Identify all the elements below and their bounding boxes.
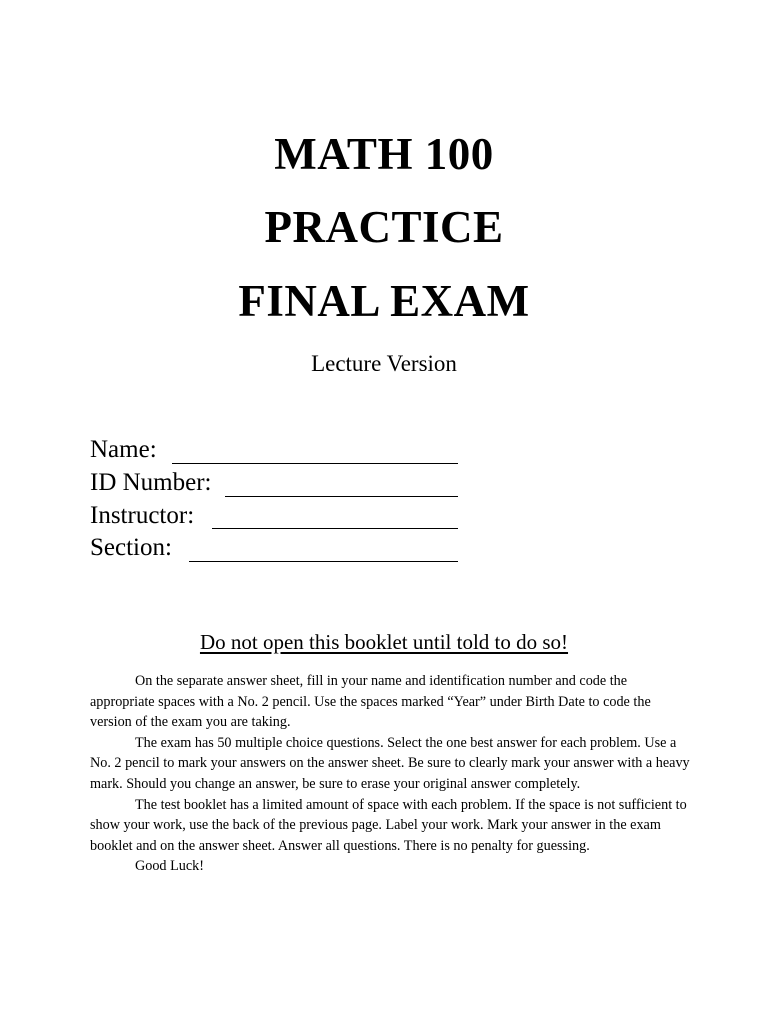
instructions-paragraph-booklet: The test booklet has a limited amount of space with each problem. If the space is not sufficient to show your work, use the back of the previous page. Label your work. Mark your answer in the exam booklet and on the answer sheet. Answer all questions. There is no penalty for guessing. <box>90 796 687 854</box>
name-blank-line <box>172 463 458 464</box>
exam-type-title: PRACTICE <box>264 202 504 252</box>
instructor-field-label: Instructor: <box>90 502 195 529</box>
do-not-open-warning: Do not open this booklet until told to do so! <box>199 630 569 654</box>
section-field-label: Section: <box>90 534 172 561</box>
section-blank-line <box>189 561 458 562</box>
good-luck-text: Good Luck! <box>135 858 204 875</box>
name-field-label: Name: <box>90 436 157 463</box>
id-number-blank-line <box>225 496 458 497</box>
exam-instructions <box>90 671 690 877</box>
version-subtitle: Lecture Version <box>311 351 457 376</box>
exam-name-title: FINAL EXAM <box>238 276 530 326</box>
id-number-field-label: ID Number: <box>90 469 212 496</box>
instructions-paragraph-answer-sheet: On the separate answer sheet, fill in your name and identification number and code the appropriate spaces with a No. 2 pencil. Use the spaces marked “Year” under Birth Date to code the version of the exam you are taking. <box>90 673 651 731</box>
instructions-paragraph-questions: The exam has 50 multiple choice questions. Select the one best answer for each problem. Use a No. 2 pencil to mark your answers on the answer sheet. Be sure to clearly mark your answer with a heavy mark. Should you change an answer, be sure to erase your original answer completely. <box>90 734 690 792</box>
course-title: MATH 100 <box>274 129 494 179</box>
instructor-blank-line <box>212 528 458 529</box>
